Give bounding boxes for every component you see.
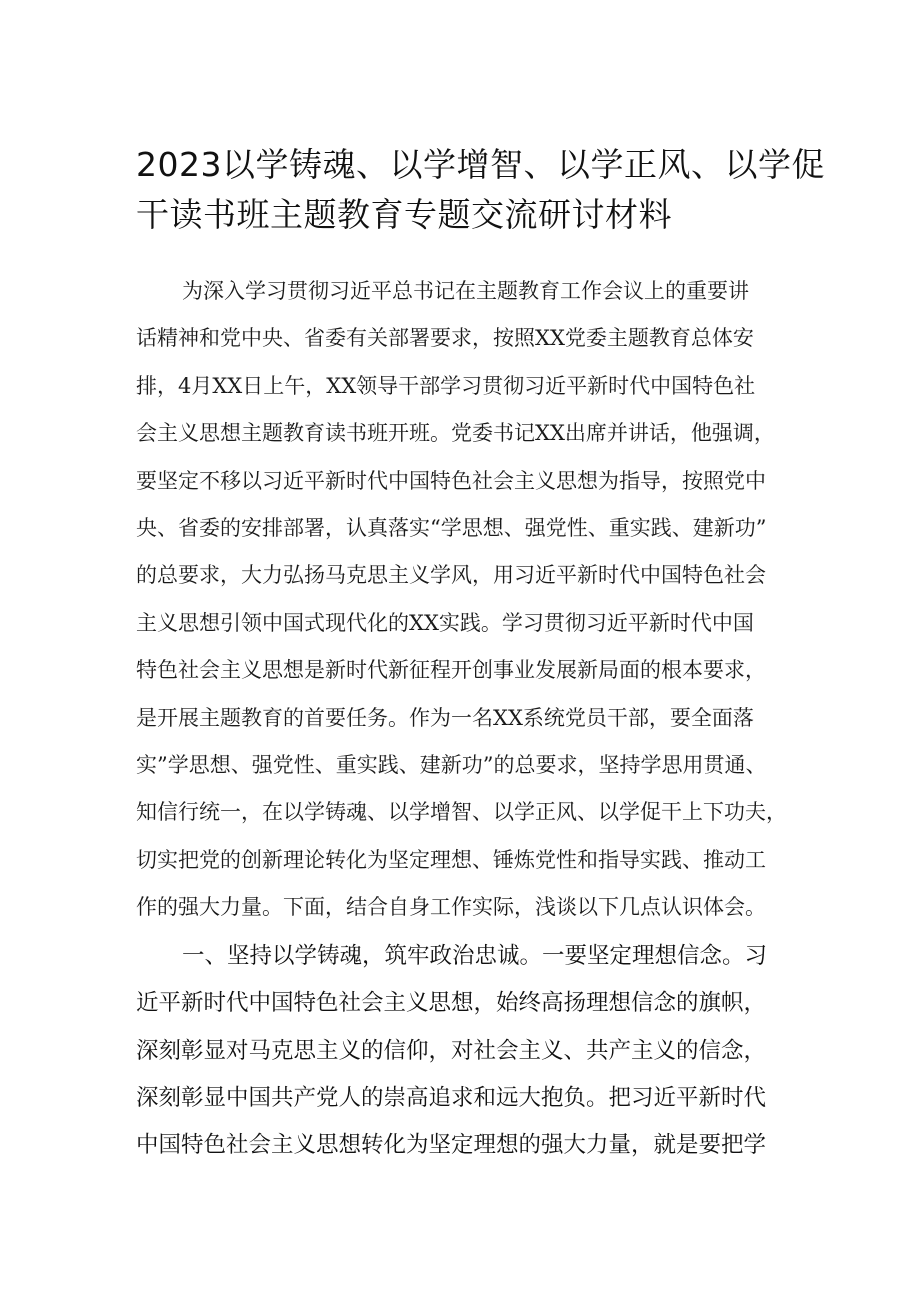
intro-line-3: 排，4月XX日上午，XX领导干部学习贯彻习近平新时代中国特色社 <box>136 373 756 398</box>
intro-line-4: 会主义思想主题教育读书班开班。党委书记XX出席并讲话，他强调， <box>136 421 775 446</box>
intro-line-2: 话精神和党中央、省委有关部署要求，按照XX党委主题教育总体安 <box>136 326 754 351</box>
intro-line-6: 央、省委的安排部署，认真落实“学思想、强党性、重实践、建新功” <box>136 516 767 541</box>
title-line-1: 2023以学铸魂、以学增智、以学正风、以学促 <box>136 145 825 184</box>
intro-line-13: 切实把党的创新理论转化为坚定理想、锤炼党性和指导实践、推动工 <box>136 847 766 872</box>
title-line-2: 干读书班主题教育专题交流研讨材料 <box>136 195 672 234</box>
document-title <box>136 140 825 240</box>
section-1-line-5: 中国特色社会主义思想转化为坚定理想的强大力量，就是要把学 <box>136 1132 767 1159</box>
intro-line-14: 作的强大力量。下面，结合自身工作实际，浅谈以下几点认识体会。 <box>136 895 766 920</box>
intro-line-5: 要坚定不移以习近平新时代中国特色社会主义思想为指导，按照党中 <box>136 468 766 493</box>
intro-line-11: 实”学思想、强党性、重实践、建新功”的总要求，坚持学思用贯通、 <box>136 753 767 778</box>
intro-line-8: 主义思想引领中国式现代化的XX实践。学习贯彻习近平新时代中国 <box>136 610 754 635</box>
intro-line-12: 知信行统一，在以学铸魂、以学增智、以学正风、以学促干上下功夫， <box>136 800 787 825</box>
intro-paragraph <box>136 268 796 932</box>
section-1-paragraph <box>136 933 796 1170</box>
intro-line-1: 为深入学习贯彻习近平总书记在主题教育工作会议上的重要讲 <box>182 279 749 303</box>
section-1-line-4: 深刻彰显中国共产党人的崇高追求和远大抱负。把习近平新时代 <box>136 1084 767 1111</box>
section-1-line-3: 深刻彰显对马克思主义的信仰，对社会主义、共产主义的信念， <box>136 1037 767 1064</box>
intro-line-10: 是开展主题教育的首要任务。作为一名XX系统党员干部，要全面落 <box>136 705 754 730</box>
section-1-line-2: 近平新时代中国特色社会主义思想，始终高扬理想信念的旗帜， <box>136 990 767 1017</box>
intro-line-9: 特色社会主义思想是新时代新征程开创事业发展新局面的根本要求， <box>136 658 766 683</box>
section-1-line-1: 一、坚持以学铸魂，筑牢政治忠诚。一要坚定理想信念。习 <box>182 942 768 969</box>
document-body <box>136 268 796 1170</box>
intro-line-7: 的总要求，大力弘扬马克思主义学风，用习近平新时代中国特色社会 <box>136 563 766 588</box>
